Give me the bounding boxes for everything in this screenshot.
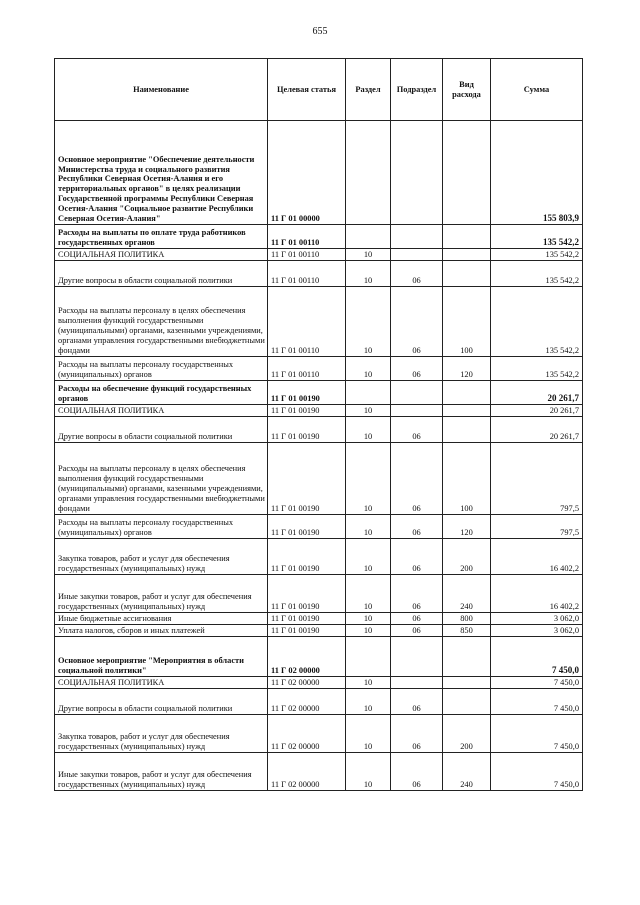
row-sum: 135 542,2 xyxy=(491,287,583,357)
row-name: Расходы на выплаты персоналу в целях обеспечения выполнения функций государственными (муниципальными) органами, казенными учреждениями, органами управления государственными внебюджетными фондами xyxy=(55,287,268,357)
row-section: 10 xyxy=(346,261,391,287)
row-target-article: 11 Г 01 00110 xyxy=(268,249,346,261)
table-row xyxy=(55,405,583,417)
row-expense-type: 200 xyxy=(443,715,491,753)
table-row xyxy=(55,287,583,357)
table-body xyxy=(55,121,583,791)
table-row xyxy=(55,381,583,405)
row-expense-type xyxy=(443,261,491,287)
table-row xyxy=(55,443,583,515)
row-target-article: 11 Г 01 00190 xyxy=(268,381,346,405)
table-row xyxy=(55,225,583,249)
row-sum: 20 261,7 xyxy=(491,381,583,405)
table-row xyxy=(55,121,583,225)
row-name: Другие вопросы в области социальной политики xyxy=(55,261,268,287)
row-section: 10 xyxy=(346,753,391,791)
row-name: Расходы на выплаты персоналу государственных (муниципальных) органов xyxy=(55,357,268,381)
table-row xyxy=(55,625,583,637)
table-row xyxy=(55,637,583,677)
row-section: 10 xyxy=(346,443,391,515)
row-name: Расходы на выплаты персоналу государственных (муниципальных) органов xyxy=(55,515,268,539)
col-header-expense-type: Вид расхода xyxy=(443,59,491,121)
row-expense-type xyxy=(443,249,491,261)
row-subsection xyxy=(391,121,443,225)
row-subsection: 06 xyxy=(391,715,443,753)
row-section: 10 xyxy=(346,417,391,443)
row-subsection: 06 xyxy=(391,287,443,357)
row-target-article: 11 Г 02 00000 xyxy=(268,677,346,689)
row-sum: 20 261,7 xyxy=(491,405,583,417)
row-sum: 135 542,2 xyxy=(491,357,583,381)
row-expense-type xyxy=(443,381,491,405)
row-sum: 7 450,0 xyxy=(491,753,583,791)
row-section: 10 xyxy=(346,539,391,575)
row-sum: 797,5 xyxy=(491,515,583,539)
table-row xyxy=(55,515,583,539)
row-subsection xyxy=(391,677,443,689)
page-number: 655 xyxy=(312,26,328,37)
col-header-section: Раздел xyxy=(346,59,391,121)
row-subsection: 06 xyxy=(391,575,443,613)
row-expense-type: 240 xyxy=(443,753,491,791)
row-section: 10 xyxy=(346,357,391,381)
row-subsection: 06 xyxy=(391,357,443,381)
row-target-article: 11 Г 01 00190 xyxy=(268,405,346,417)
row-expense-type: 200 xyxy=(443,539,491,575)
row-name: Расходы на выплаты по оплате труда работников государственных органов xyxy=(55,225,268,249)
row-sum: 155 803,9 xyxy=(491,121,583,225)
row-expense-type: 800 xyxy=(443,613,491,625)
row-name: Основное мероприятие "Обеспечение деятельности Министерства труда и социального развития Республики Северная Осетия-Алания и его территориальных органов" в целях реализации Государственной программы Республики Северная Осетия-Алания "Социальное развитие Республики Северная Осетия-Алания" xyxy=(55,121,268,225)
row-sum: 20 261,7 xyxy=(491,417,583,443)
row-name: СОЦИАЛЬНАЯ ПОЛИТИКА xyxy=(55,249,268,261)
row-name: Закупка товаров, работ и услуг для обеспечения государственных (муниципальных) нужд xyxy=(55,539,268,575)
row-subsection: 06 xyxy=(391,539,443,575)
table-row xyxy=(55,613,583,625)
row-sum: 7 450,0 xyxy=(491,677,583,689)
row-section xyxy=(346,637,391,677)
row-name: Другие вопросы в области социальной политики xyxy=(55,417,268,443)
table-row xyxy=(55,539,583,575)
row-subsection xyxy=(391,381,443,405)
row-subsection: 06 xyxy=(391,613,443,625)
row-sum: 16 402,2 xyxy=(491,539,583,575)
row-sum: 135 542,2 xyxy=(491,261,583,287)
row-name: Иные закупки товаров, работ и услуг для обеспечения государственных (муниципальных) нужд xyxy=(55,753,268,791)
table-row xyxy=(55,753,583,791)
row-section xyxy=(346,381,391,405)
row-name: Расходы на выплаты персоналу в целях обеспечения выполнения функций государственными (муниципальными) органами, казенными учреждениями, органами управления государственными внебюджетными фондами xyxy=(55,443,268,515)
row-sum: 135 542,2 xyxy=(491,249,583,261)
budget-table xyxy=(54,58,583,791)
table-row xyxy=(55,689,583,715)
row-target-article: 11 Г 01 00190 xyxy=(268,515,346,539)
row-name: Основное мероприятие "Мероприятия в области социальной политики" xyxy=(55,637,268,677)
col-header-name: Наименование xyxy=(55,59,268,121)
table-header-row xyxy=(55,59,583,121)
row-target-article: 11 Г 02 00000 xyxy=(268,715,346,753)
row-name: Расходы на обеспечение функций государственных органов xyxy=(55,381,268,405)
row-target-article: 11 Г 02 00000 xyxy=(268,753,346,791)
row-sum: 16 402,2 xyxy=(491,575,583,613)
row-target-article: 11 Г 01 00190 xyxy=(268,575,346,613)
row-subsection xyxy=(391,249,443,261)
row-name: Иные бюджетные ассигнования xyxy=(55,613,268,625)
row-expense-type: 100 xyxy=(443,443,491,515)
row-name: Уплата налогов, сборов и иных платежей xyxy=(55,625,268,637)
row-name: Закупка товаров, работ и услуг для обеспечения государственных (муниципальных) нужд xyxy=(55,715,268,753)
row-target-article: 11 Г 01 00110 xyxy=(268,357,346,381)
row-target-article: 11 Г 01 00110 xyxy=(268,261,346,287)
row-section xyxy=(346,225,391,249)
row-subsection xyxy=(391,637,443,677)
row-target-article: 11 Г 01 00190 xyxy=(268,613,346,625)
row-subsection xyxy=(391,405,443,417)
table-row xyxy=(55,357,583,381)
row-subsection: 06 xyxy=(391,417,443,443)
row-section: 10 xyxy=(346,613,391,625)
row-sum: 7 450,0 xyxy=(491,637,583,677)
row-target-article: 11 Г 01 00190 xyxy=(268,443,346,515)
table-row xyxy=(55,249,583,261)
row-section: 10 xyxy=(346,625,391,637)
row-expense-type xyxy=(443,689,491,715)
row-target-article: 11 Г 01 00190 xyxy=(268,539,346,575)
row-section: 10 xyxy=(346,689,391,715)
row-section: 10 xyxy=(346,287,391,357)
row-expense-type xyxy=(443,405,491,417)
row-subsection xyxy=(391,225,443,249)
row-subsection: 06 xyxy=(391,753,443,791)
row-expense-type xyxy=(443,121,491,225)
row-sum: 7 450,0 xyxy=(491,715,583,753)
table-row xyxy=(55,417,583,443)
row-sum: 3 062,0 xyxy=(491,613,583,625)
row-expense-type: 850 xyxy=(443,625,491,637)
row-target-article: 11 Г 01 00110 xyxy=(268,225,346,249)
table-row xyxy=(55,715,583,753)
row-expense-type: 120 xyxy=(443,515,491,539)
row-expense-type: 100 xyxy=(443,287,491,357)
row-sum: 3 062,0 xyxy=(491,625,583,637)
row-name: СОЦИАЛЬНАЯ ПОЛИТИКА xyxy=(55,677,268,689)
row-name: Другие вопросы в области социальной политики xyxy=(55,689,268,715)
col-header-target-article: Целевая статья xyxy=(268,59,346,121)
row-target-article: 11 Г 01 00190 xyxy=(268,417,346,443)
row-subsection: 06 xyxy=(391,625,443,637)
row-expense-type: 120 xyxy=(443,357,491,381)
col-header-subsection: Подраздел xyxy=(391,59,443,121)
row-subsection: 06 xyxy=(391,515,443,539)
row-section: 10 xyxy=(346,249,391,261)
row-target-article: 11 Г 01 00190 xyxy=(268,625,346,637)
table-row xyxy=(55,261,583,287)
row-name: СОЦИАЛЬНАЯ ПОЛИТИКА xyxy=(55,405,268,417)
row-sum: 135 542,2 xyxy=(491,225,583,249)
table-row xyxy=(55,575,583,613)
row-section: 10 xyxy=(346,715,391,753)
row-subsection: 06 xyxy=(391,443,443,515)
row-section xyxy=(346,121,391,225)
row-sum: 7 450,0 xyxy=(491,689,583,715)
row-section: 10 xyxy=(346,575,391,613)
row-section: 10 xyxy=(346,515,391,539)
row-expense-type xyxy=(443,225,491,249)
row-target-article: 11 Г 02 00000 xyxy=(268,637,346,677)
row-section: 10 xyxy=(346,405,391,417)
row-target-article: 11 Г 01 00110 xyxy=(268,287,346,357)
row-subsection: 06 xyxy=(391,689,443,715)
row-expense-type xyxy=(443,417,491,443)
row-name: Иные закупки товаров, работ и услуг для обеспечения государственных (муниципальных) нужд xyxy=(55,575,268,613)
row-subsection: 06 xyxy=(391,261,443,287)
row-expense-type xyxy=(443,637,491,677)
row-expense-type xyxy=(443,677,491,689)
row-section: 10 xyxy=(346,677,391,689)
row-sum: 797,5 xyxy=(491,443,583,515)
row-expense-type: 240 xyxy=(443,575,491,613)
table-row xyxy=(55,677,583,689)
col-header-sum: Сумма xyxy=(491,59,583,121)
row-target-article: 11 Г 01 00000 xyxy=(268,121,346,225)
row-target-article: 11 Г 02 00000 xyxy=(268,689,346,715)
